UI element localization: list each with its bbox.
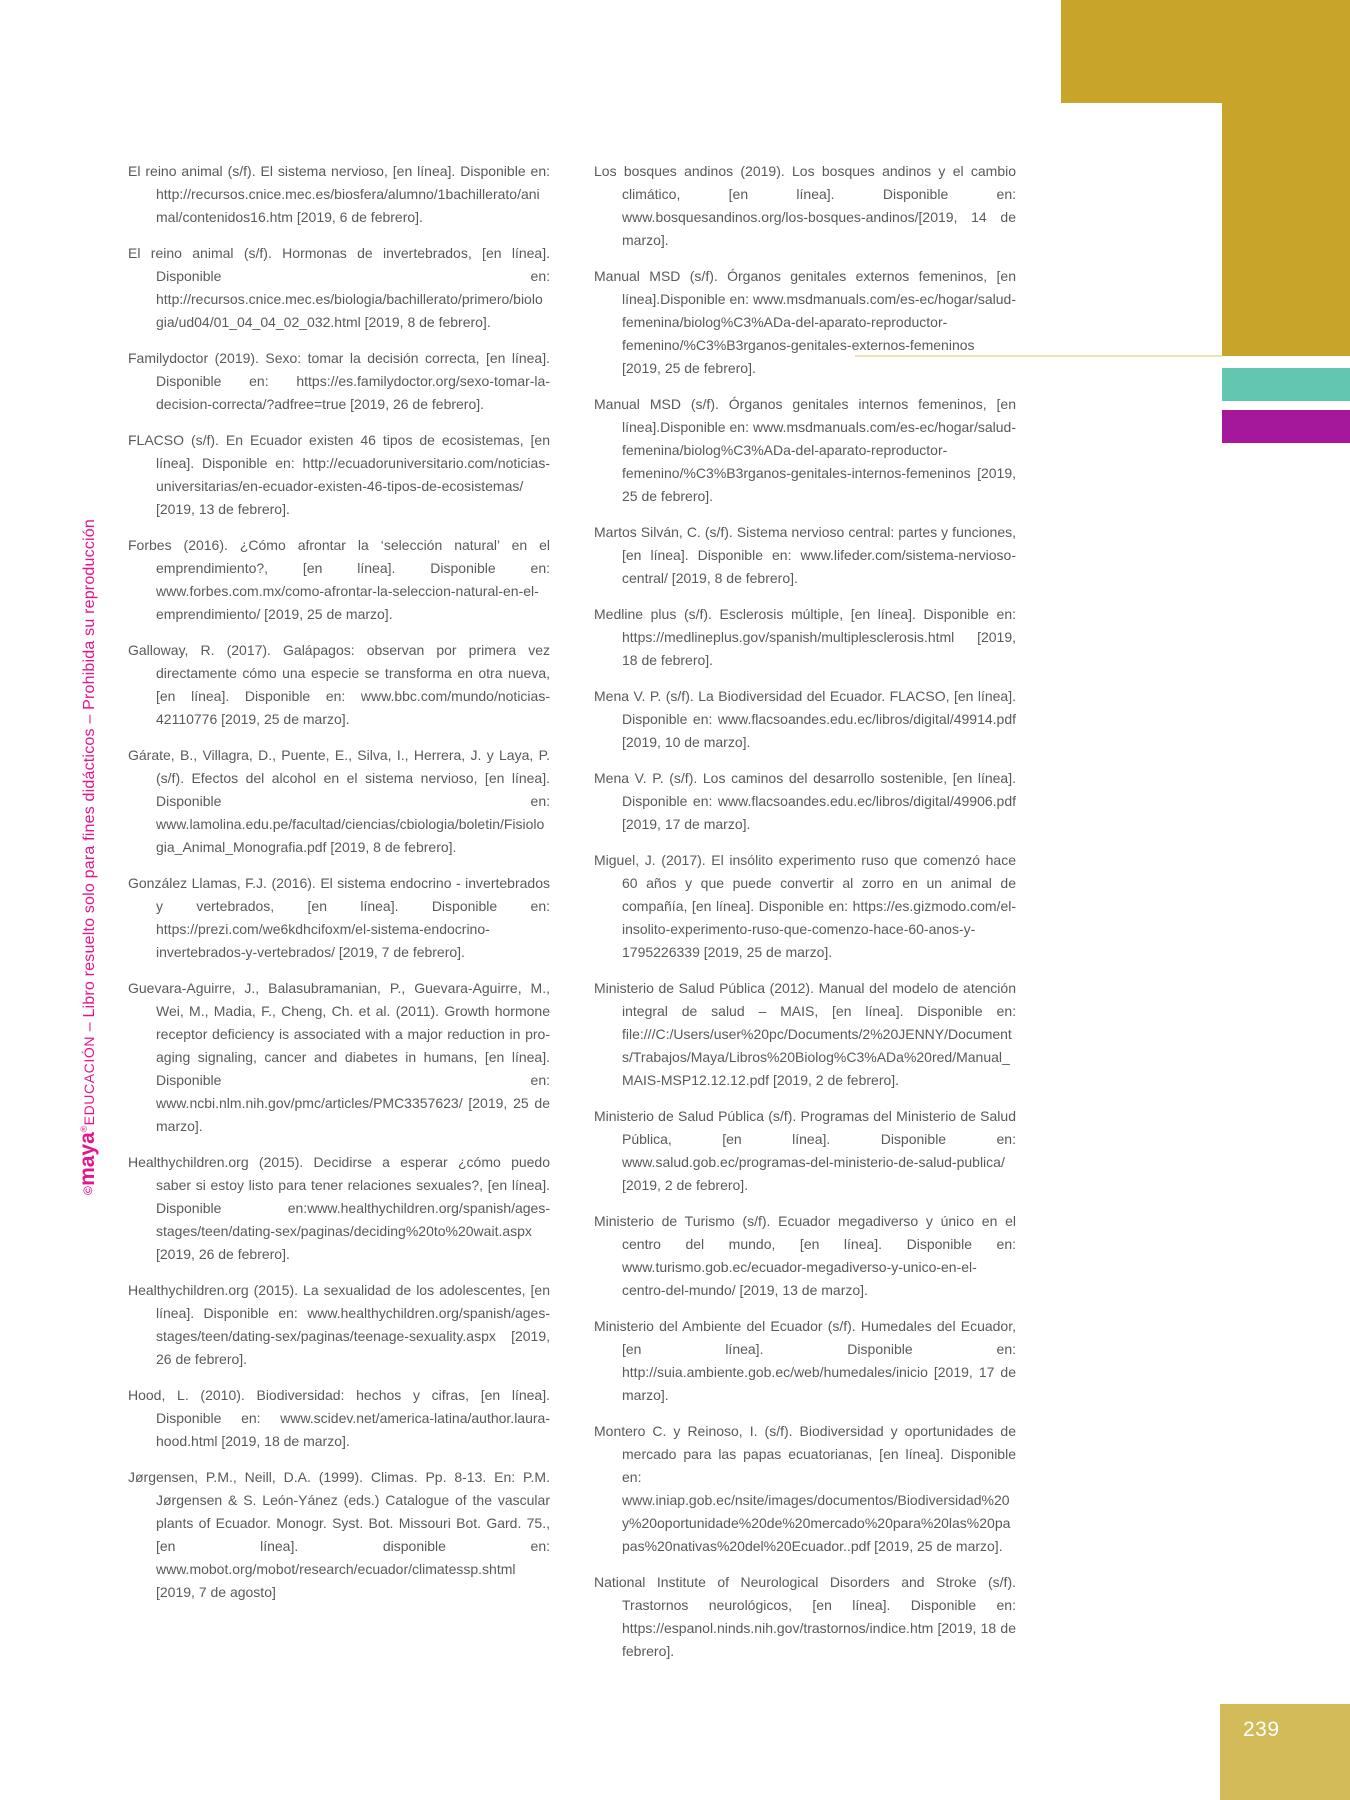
reference-entry: Ministerio de Salud Pública (s/f). Programas del Ministerio de Salud Pública, [en línea]. Disponible en: www.salud.gob.ec/programas-del-ministerio-de-salud-publica/ [2019, 2 de febrero].	[594, 1108, 1016, 1193]
reference-entry: Healthychildren.org (2015). La sexualidad de los adolescentes, [en línea]. Disponible en: www.healthychildren.org/spanish/ages-stages/teen/dating-sex/paginas/teenage-sexuality.aspx [2019, 26 de febrero].	[128, 1282, 550, 1367]
reference-entry: Medline plus (s/f). Esclerosis múltiple, [en línea]. Disponible en: https://medlineplus.gov/spanish/multiplesclerosis.html [2019, 18 de febrero].	[594, 606, 1016, 668]
reference-entry: Ministerio del Ambiente del Ecuador (s/f). Humedales del Ecuador, [en línea]. Disponible en: http://suia.ambiente.gob.ec/web/humedales/inicio [2019, 17 de marzo].	[594, 1318, 1016, 1403]
reference-entry: Ministerio de Salud Pública (2012). Manual del modelo de atención integral de salud – MAIS, [en línea]. Disponible en: file:///C:/Users/user%20pc/Documents/2%20JENNY/Documents/Trabajos/Maya/Libros%20Biolog%C3%ADa%20red/Manual_MAIS-MSP12.12.12.pdf [2019, 2 de febrero].	[594, 980, 1016, 1088]
reference-entry: Gárate, B., Villagra, D., Puente, E., Silva, I., Herrera, J. y Laya, P. (s/f). Efectos del alcohol en el sistema nervioso, [en línea]. Disponible en: www.lamolina.edu.pe/facultad/ciencias/cbiologia/boletin/Fisiologia_Animal_Monografia.pdf [2019, 8 de febrero].	[128, 747, 550, 855]
gold-corner-block-vertical	[1222, 0, 1350, 356]
reference-entry: Jørgensen, P.M., Neill, D.A. (1999). Climas. Pp. 8-13. En: P.M. Jørgensen & S. León-Yánez (eds.) Catalogue of the vascular plants of Ecuador. Monogr. Syst. Bot. Missouri Bot. Gard. 75., [en línea]. disponible en: www.mobot.org/mobot/research/ecuador/climatessp.shtml [2019, 7 de agosto]	[128, 1469, 550, 1600]
reference-entry: Hood, L. (2010). Biodiversidad: hechos y cifras, [en línea]. Disponible en: www.scidev.net/america-latina/author.laura-hood.html [2019, 18 de marzo].	[128, 1387, 550, 1449]
reference-entry: Familydoctor (2019). Sexo: tomar la decisión correcta, [en línea]. Disponible en: https://es.familydoctor.org/sexo-tomar-la-decision-correcta/?adfree=true [2019, 26 de febrero].	[128, 350, 550, 412]
reference-entry: Martos Silván, C. (s/f). Sistema nervioso central: partes y funciones, [en línea]. Disponible en: www.lifeder.com/sistema-nervioso-central/ [2019, 8 de febrero].	[594, 524, 1016, 586]
bibliography	[128, 160, 1016, 1676]
reference-entry: National Institute of Neurological Disorders and Stroke (s/f). Trastornos neurológicos, [en línea]. Disponible en: https://espanol.ninds.nih.gov/trastornos/indice.htm [2019, 18 de febrero].	[594, 1574, 1016, 1659]
reference-entry: Montero C. y Reinoso, I. (s/f). Biodiversidad y oportunidades de mercado para las papas ecuatorianas, [en línea]. Disponible en: www.iniap.gob.ec/nsite/images/documentos/Biodiversidad%20y%20oportunidade%20de%20mercado%20para%20las%20papas%20nativas%20del%20Ecuador..pdf [2019, 25 de marzo].	[594, 1423, 1016, 1554]
reference-entry: Los bosques andinos (2019). Los bosques andinos y el cambio climático, [en línea]. Disponible en: www.bosquesandinos.org/los-bosques-andinos/[2019, 14 de marzo].	[594, 163, 1016, 248]
teal-accent-bar	[1222, 368, 1350, 401]
page-number-block	[1220, 1704, 1350, 1800]
reference-entry: Guevara-Aguirre, J., Balasubramanian, P., Guevara-Aguirre, M., Wei, M., Madia, F., Cheng, Ch. et al. (2011). Growth hormone receptor deficiency is associated with a major reduction in pro-aging signaling, cancer and diabetes in humans, [en línea]. Disponible en: www.ncbi.nlm.nih.gov/pmc/articles/PMC3357623/ [2019, 25 de marzo].	[128, 980, 550, 1134]
publisher-division: EDUCACIÓN	[81, 1035, 97, 1126]
reference-entry: González Llamas, F.J. (2016). El sistema endocrino - invertebrados y vertebrados, [en línea]. Disponible en: https://prezi.com/we6kdhcifoxm/el-sistema-endocrino-invertebrados-y-vertebrados/ [2019, 7 de febrero].	[128, 875, 550, 960]
page-number: 239	[1243, 1718, 1280, 1741]
reference-entry: FLACSO (s/f). En Ecuador existen 46 tipos de ecosistemas, [en línea]. Disponible en: http://ecuadoruniversitario.com/noticias-universitarias/en-ecuador-existen-46-tipos-de-ecosistemas/ [2019, 13 de febrero].	[128, 432, 550, 517]
reproduction-notice: – Libro resuelto solo para fines didácticos – Prohibida su reproducción	[81, 519, 98, 1036]
reference-entry: Mena V. P. (s/f). Los caminos del desarrollo sostenible, [en línea]. Disponible en: www.flacsoandes.edu.ec/libros/digital/49906.pdf [2019, 17 de marzo].	[594, 770, 1016, 832]
references-column-left	[128, 160, 550, 1676]
reference-entry: Manual MSD (s/f). Órganos genitales externos femeninos, [en línea].Disponible en: www.msdmanuals.com/es-ec/hogar/salud-femenina/biolog%C3%ADa-del-aparato-reproductor-femenino/%C3%B3rganos-genitales-externos-femeninos [2019, 25 de febrero].	[594, 268, 1016, 376]
reference-entry: El reino animal (s/f). Hormonas de invertebrados, [en línea]. Disponible en: http://recursos.cnice.mec.es/biologia/bachillerato/primero/biologia/ud04/01_04_04_02_032.html [2019, 8 de febrero].	[128, 245, 550, 330]
magenta-accent-bar	[1222, 410, 1350, 443]
reference-entry: Ministerio de Turismo (s/f). Ecuador megadiverso y único en el centro del mundo, [en línea]. Disponible en: www.turismo.gob.ec/ecuador-megadiverso-y-unico-en-el-centro-del-mundo/ [2019, 13 de marzo].	[594, 1213, 1016, 1298]
copyright-symbol: ©	[81, 1185, 95, 1195]
reference-entry: Forbes (2016). ¿Cómo afrontar la ‘selección natural’ en el emprendimiento?, [en línea]. Disponible en: www.forbes.com.mx/como-afrontar-la-seleccion-natural-en-el-emprendimiento/ [2019, 25 de marzo].	[128, 537, 550, 622]
reference-entry: Mena V. P. (s/f). La Biodiversidad del Ecuador. FLACSO, [en línea]. Disponible en: www.flacsoandes.edu.ec/libros/digital/49914.pdf [2019, 10 de marzo].	[594, 688, 1016, 750]
registered-symbol: ®	[79, 1125, 89, 1133]
references-column-right	[594, 160, 1016, 1676]
reference-entry: Healthychildren.org (2015). Decidirse a esperar ¿cómo puedo saber si estoy listo para tener relaciones sexuales?, [en línea]. Disponible en:www.healthychildren.org/spanish/ages-stages/teen/dating-sex/paginas/deciding%20to%20wait.aspx [2019, 26 de febrero].	[128, 1154, 550, 1262]
publisher-watermark	[76, 519, 100, 1195]
reference-entry: Miguel, J. (2017). El insólito experimento ruso que comenzó hace 60 años y que puede convertir al zorro en un animal de compañía, [en línea]. Disponible en: https://es.gizmodo.com/el-insolito-experimento-ruso-que-comenzo-hace-60-anos-y-1795226339 [2019, 25 de marzo].	[594, 852, 1016, 960]
reference-entry: El reino animal (s/f). El sistema nervioso, [en línea]. Disponible en: http://recursos.cnice.mec.es/biosfera/alumno/1bachillerato/animal/contenidos16.htm [2019, 6 de febrero].	[128, 163, 550, 225]
reference-entry: Manual MSD (s/f). Órganos genitales internos femeninos, [en línea].Disponible en: www.msdmanuals.com/es-ec/hogar/salud-femenina/biolog%C3%ADa-del-aparato-reproductor-femenino/%C3%B3rganos-genitales-internos-femeninos [2019, 25 de febrero].	[594, 396, 1016, 504]
publisher-brand: maya	[76, 1132, 99, 1186]
reference-entry: Galloway, R. (2017). Galápagos: observan por primera vez directamente cómo una especie se transforma en otra nueva, [en línea]. Disponible en: www.bbc.com/mundo/noticias-42110776 [2019, 25 de marzo].	[128, 642, 550, 727]
